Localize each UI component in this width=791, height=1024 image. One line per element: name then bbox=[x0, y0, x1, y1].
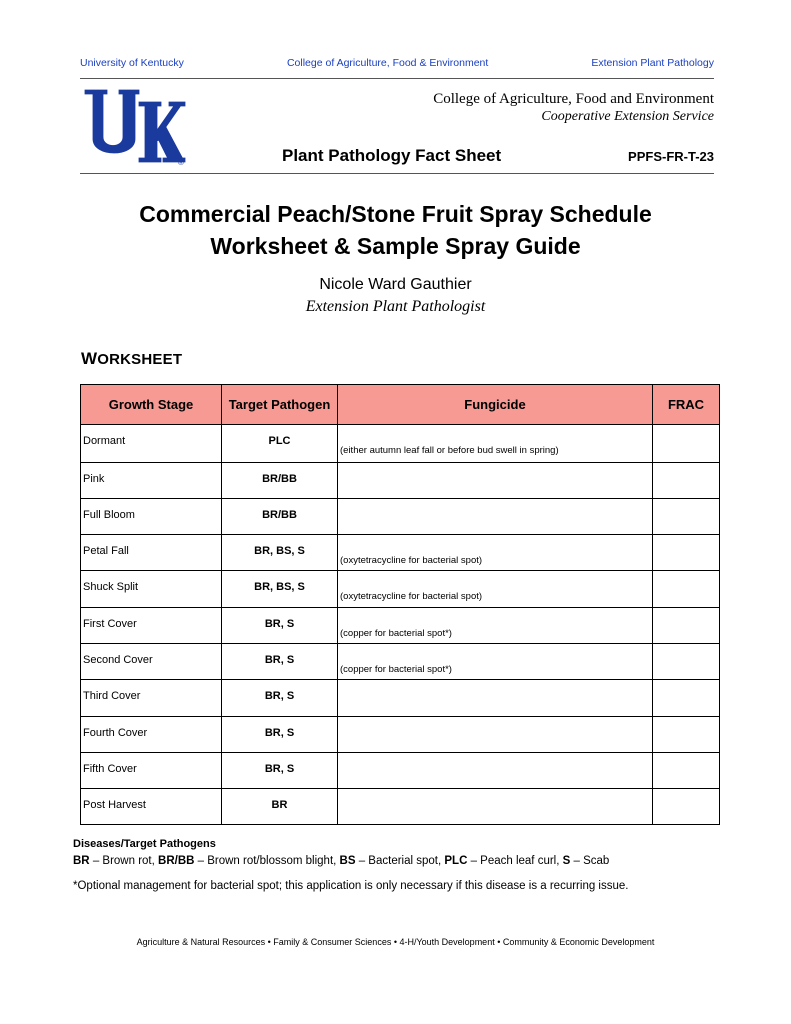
cell-target-pathogen: PLC bbox=[222, 425, 338, 463]
disease-description: – Brown rot, bbox=[89, 855, 159, 867]
header-target-pathogen: Target Pathogen bbox=[222, 385, 338, 425]
cell-frac[interactable] bbox=[653, 499, 720, 535]
cell-growth-stage: Full Bloom bbox=[81, 499, 222, 535]
cell-target-pathogen: BR, S bbox=[222, 753, 338, 789]
cell-fungicide[interactable] bbox=[338, 753, 653, 789]
header-links bbox=[80, 57, 714, 71]
fungicide-note: (copper for bacterial spot*) bbox=[340, 664, 452, 675]
disease-description: – Scab bbox=[570, 855, 610, 867]
disease-code: BR/BB bbox=[158, 855, 195, 867]
cell-frac[interactable] bbox=[653, 680, 720, 717]
disease-code: PLC bbox=[444, 855, 468, 867]
diseases-label: Diseases/Target Pathogens bbox=[73, 838, 216, 850]
cell-growth-stage: Fifth Cover bbox=[81, 753, 222, 789]
cell-growth-stage: Petal Fall bbox=[81, 535, 222, 571]
cell-frac[interactable] bbox=[653, 753, 720, 789]
cell-fungicide[interactable] bbox=[338, 425, 653, 463]
table-row bbox=[81, 680, 720, 717]
disease-code: BR bbox=[73, 855, 90, 867]
table-header-row bbox=[81, 385, 720, 425]
cell-target-pathogen: BR, BS, S bbox=[222, 571, 338, 608]
extension-service: Cooperative Extension Service bbox=[541, 109, 714, 124]
cell-frac[interactable] bbox=[653, 644, 720, 680]
cell-growth-stage: Dormant bbox=[81, 425, 222, 463]
footer-text: Agriculture & Natural Resources • Family & Consumer Sciences • 4-H/Youth Development • Community & Economic Development bbox=[136, 937, 655, 947]
cell-fungicide[interactable] bbox=[338, 499, 653, 535]
cell-fungicide[interactable] bbox=[338, 789, 653, 825]
table-row bbox=[81, 753, 720, 789]
page-title bbox=[0, 198, 791, 262]
cell-growth-stage: Pink bbox=[81, 463, 222, 499]
header-link-college[interactable]: College of Agriculture, Food & Environment bbox=[286, 57, 489, 69]
disease-description: – Brown rot/blossom blight, bbox=[194, 855, 340, 867]
cell-target-pathogen: BR bbox=[222, 789, 338, 825]
table-row bbox=[81, 571, 720, 608]
title-line-2: Worksheet & Sample Spray Guide bbox=[210, 233, 581, 259]
cell-target-pathogen: BR/BB bbox=[222, 463, 338, 499]
table-row bbox=[81, 789, 720, 825]
cell-fungicide[interactable] bbox=[338, 680, 653, 717]
header-frac: FRAC bbox=[653, 385, 720, 425]
section-heading bbox=[81, 349, 182, 369]
disease-description: – Bacterial spot, bbox=[355, 855, 445, 867]
header-rule-top bbox=[80, 78, 714, 79]
registered-mark: ® bbox=[178, 158, 184, 167]
cell-fungicide[interactable] bbox=[338, 463, 653, 499]
fungicide-note: (copper for bacterial spot*) bbox=[340, 628, 452, 639]
cell-fungicide[interactable] bbox=[338, 535, 653, 571]
fact-sheet-code: PPFS-FR-T-23 bbox=[628, 149, 714, 164]
table-row bbox=[81, 535, 720, 571]
cell-frac[interactable] bbox=[653, 463, 720, 499]
header-growth-stage: Growth Stage bbox=[81, 385, 222, 425]
cell-target-pathogen: BR, S bbox=[222, 644, 338, 680]
fungicide-note: (either autumn leaf fall or before bud swell in spring) bbox=[340, 445, 559, 456]
table-row bbox=[81, 717, 720, 753]
fungicide-note: (oxytetracycline for bacterial spot) bbox=[340, 555, 483, 566]
cell-frac[interactable] bbox=[653, 717, 720, 753]
header-fungicide: Fungicide bbox=[338, 385, 653, 425]
author-role: Extension Plant Pathologist bbox=[305, 298, 486, 315]
cell-growth-stage: Second Cover bbox=[81, 644, 222, 680]
cell-frac[interactable] bbox=[653, 789, 720, 825]
table-row bbox=[81, 644, 720, 680]
cell-frac[interactable] bbox=[653, 571, 720, 608]
cell-growth-stage: First Cover bbox=[81, 608, 222, 644]
cell-growth-stage: Fourth Cover bbox=[81, 717, 222, 753]
cell-target-pathogen: BR/BB bbox=[222, 499, 338, 535]
diseases-key bbox=[73, 855, 609, 867]
cell-fungicide[interactable] bbox=[338, 608, 653, 644]
cell-target-pathogen: BR, S bbox=[222, 717, 338, 753]
cell-growth-stage: Shuck Split bbox=[81, 571, 222, 608]
college-block bbox=[433, 90, 714, 126]
cell-frac[interactable] bbox=[653, 425, 720, 463]
cell-fungicide[interactable] bbox=[338, 571, 653, 608]
fungicide-note: (oxytetracycline for bacterial spot) bbox=[340, 591, 483, 602]
disease-code: S bbox=[562, 855, 571, 867]
table-body bbox=[81, 425, 720, 825]
header-link-university[interactable]: University of Kentucky bbox=[80, 57, 184, 69]
cell-frac[interactable] bbox=[653, 608, 720, 644]
author-name: Nicole Ward Gauthier bbox=[319, 276, 472, 293]
section-heading-initial: W bbox=[81, 349, 98, 368]
cell-growth-stage: Post Harvest bbox=[81, 789, 222, 825]
cell-frac[interactable] bbox=[653, 535, 720, 571]
table-row bbox=[81, 608, 720, 644]
table-row bbox=[81, 425, 720, 463]
header-link-extension[interactable]: Extension Plant Pathology bbox=[591, 57, 714, 69]
cell-target-pathogen: BR, S bbox=[222, 608, 338, 644]
table-row bbox=[81, 499, 720, 535]
optional-note: *Optional management for bacterial spot; this application is only necessary if this disease is a recurring issue. bbox=[73, 880, 629, 892]
college-name: College of Agriculture, Food and Environment bbox=[433, 91, 714, 107]
cell-fungicide[interactable] bbox=[338, 644, 653, 680]
disease-code: BS bbox=[339, 855, 356, 867]
cell-target-pathogen: BR, BS, S bbox=[222, 535, 338, 571]
table-row bbox=[81, 463, 720, 499]
cell-fungicide[interactable] bbox=[338, 717, 653, 753]
worksheet-table bbox=[80, 384, 720, 825]
uk-logo bbox=[82, 87, 187, 167]
section-heading-rest: ORKSHEET bbox=[97, 351, 183, 368]
title-line-1: Commercial Peach/Stone Fruit Spray Schedule bbox=[139, 201, 652, 227]
header-rule-bottom bbox=[80, 173, 714, 174]
disease-description: – Peach leaf curl, bbox=[467, 855, 563, 867]
cell-growth-stage: Third Cover bbox=[81, 680, 222, 717]
fact-sheet-label: Plant Pathology Fact Sheet bbox=[282, 146, 502, 165]
cell-target-pathogen: BR, S bbox=[222, 680, 338, 717]
